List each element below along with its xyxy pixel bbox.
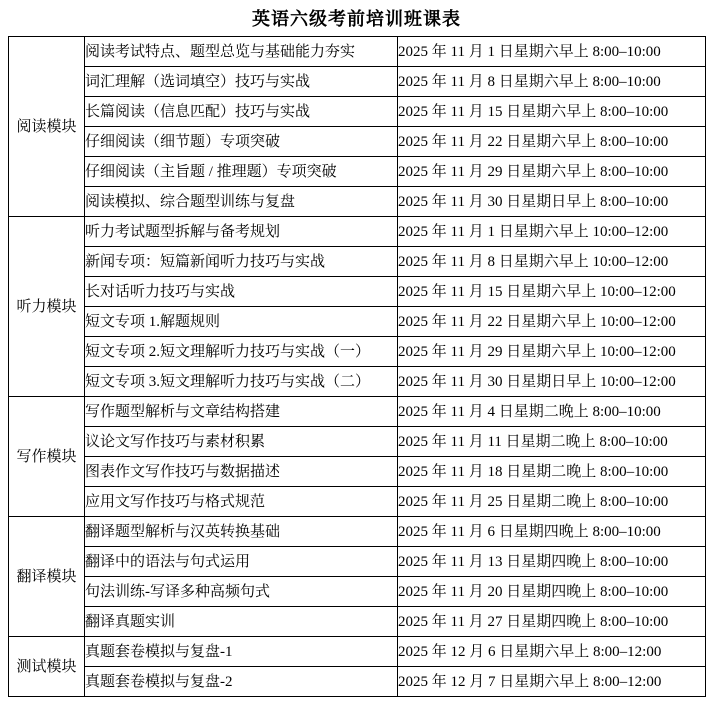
course-topic-cell: 新闻专项：短篇新闻听力技巧与实战 <box>85 247 398 277</box>
course-topic-cell: 阅读模拟、综合题型训练与复盘 <box>85 187 398 217</box>
course-topic-cell: 翻译中的语法与句式运用 <box>85 547 398 577</box>
course-time-cell: 2025 年 11 月 8 日星期六早上 10:00–12:00 <box>398 247 706 277</box>
course-time-cell: 2025 年 11 月 20 日星期四晚上 8:00–10:00 <box>398 577 706 607</box>
course-topic-cell: 翻译真题实训 <box>85 607 398 637</box>
table-row <box>9 97 706 127</box>
table-row <box>9 367 706 397</box>
course-time-cell: 2025 年 11 月 8 日星期六早上 8:00–10:00 <box>398 67 706 97</box>
course-time-cell: 2025 年 11 月 27 日星期四晚上 8:00–10:00 <box>398 607 706 637</box>
table-row <box>9 187 706 217</box>
course-topic-cell: 句法训练-写译多种高频句式 <box>85 577 398 607</box>
table-row <box>9 637 706 667</box>
course-topic-cell: 写作题型解析与文章结构搭建 <box>85 397 398 427</box>
table-row <box>9 217 706 247</box>
course-topic-cell: 词汇理解（选词填空）技巧与实战 <box>85 67 398 97</box>
course-topic-cell: 议论文写作技巧与素材积累 <box>85 427 398 457</box>
course-time-cell: 2025 年 11 月 22 日星期六早上 10:00–12:00 <box>398 307 706 337</box>
course-topic-cell: 阅读考试特点、题型总览与基础能力夯实 <box>85 37 398 67</box>
table-row <box>9 307 706 337</box>
table-row <box>9 277 706 307</box>
course-time-cell: 2025 年 11 月 30 日星期日早上 10:00–12:00 <box>398 367 706 397</box>
table-row <box>9 547 706 577</box>
table-row <box>9 577 706 607</box>
course-topic-cell: 图表作文写作技巧与数据描述 <box>85 457 398 487</box>
course-time-cell: 2025 年 11 月 1 日星期六早上 10:00–12:00 <box>398 217 706 247</box>
module-name-cell: 阅读模块 <box>9 37 85 217</box>
course-time-cell: 2025 年 11 月 18 日星期二晚上 8:00–10:00 <box>398 457 706 487</box>
course-time-cell: 2025 年 11 月 15 日星期六早上 8:00–10:00 <box>398 97 706 127</box>
course-time-cell: 2025 年 11 月 1 日星期六早上 8:00–10:00 <box>398 37 706 67</box>
course-topic-cell: 长篇阅读（信息匹配）技巧与实战 <box>85 97 398 127</box>
table-row <box>9 157 706 187</box>
table-row <box>9 67 706 97</box>
course-time-cell: 2025 年 11 月 29 日星期六早上 10:00–12:00 <box>398 337 706 367</box>
course-topic-cell: 短文专项 2.短文理解听力技巧与实战（一） <box>85 337 398 367</box>
page-title: 英语六级考前培训班课表 <box>252 9 461 29</box>
course-time-cell: 2025 年 11 月 30 日星期日早上 8:00–10:00 <box>398 187 706 217</box>
course-time-cell: 2025 年 11 月 29 日星期六早上 8:00–10:00 <box>398 157 706 187</box>
course-topic-cell: 仔细阅读（细节题）专项突破 <box>85 127 398 157</box>
course-topic-cell: 短文专项 1.解题规则 <box>85 307 398 337</box>
table-row <box>9 517 706 547</box>
table-row <box>9 247 706 277</box>
course-topic-cell: 翻译题型解析与汉英转换基础 <box>85 517 398 547</box>
table-row <box>9 37 706 67</box>
course-topic-cell: 听力考试题型拆解与备考规划 <box>85 217 398 247</box>
table-row <box>9 457 706 487</box>
table-row <box>9 397 706 427</box>
course-topic-cell: 真题套卷模拟与复盘-1 <box>85 637 398 667</box>
table-row <box>9 337 706 367</box>
table-row <box>9 127 706 157</box>
course-time-cell: 2025 年 11 月 22 日星期六早上 8:00–10:00 <box>398 127 706 157</box>
course-time-cell: 2025 年 11 月 15 日星期六早上 10:00–12:00 <box>398 277 706 307</box>
module-name-cell: 测试模块 <box>9 637 85 697</box>
course-topic-cell: 仔细阅读（主旨题 / 推理题）专项突破 <box>85 157 398 187</box>
course-topic-cell: 真题套卷模拟与复盘-2 <box>85 667 398 697</box>
table-row <box>9 607 706 637</box>
course-time-cell: 2025 年 12 月 7 日星期六早上 8:00–12:00 <box>398 667 706 697</box>
course-time-cell: 2025 年 11 月 25 日星期二晚上 8:00–10:00 <box>398 487 706 517</box>
course-time-cell: 2025 年 11 月 4 日星期二晚上 8:00–10:00 <box>398 397 706 427</box>
course-time-cell: 2025 年 12 月 6 日星期六早上 8:00–12:00 <box>398 637 706 667</box>
course-time-cell: 2025 年 11 月 6 日星期四晚上 8:00–10:00 <box>398 517 706 547</box>
module-name-cell: 写作模块 <box>9 397 85 517</box>
course-topic-cell: 应用文写作技巧与格式规范 <box>85 487 398 517</box>
table-row <box>9 427 706 457</box>
course-time-cell: 2025 年 11 月 11 日星期二晚上 8:00–10:00 <box>398 427 706 457</box>
table-row <box>9 487 706 517</box>
course-time-cell: 2025 年 11 月 13 日星期四晚上 8:00–10:00 <box>398 547 706 577</box>
course-topic-cell: 长对话听力技巧与实战 <box>85 277 398 307</box>
table-row <box>9 667 706 697</box>
module-name-cell: 翻译模块 <box>9 517 85 637</box>
module-name-cell: 听力模块 <box>9 217 85 397</box>
course-topic-cell: 短文专项 3.短文理解听力技巧与实战（二） <box>85 367 398 397</box>
schedule-table <box>8 36 706 697</box>
schedule-table-body <box>9 37 706 697</box>
